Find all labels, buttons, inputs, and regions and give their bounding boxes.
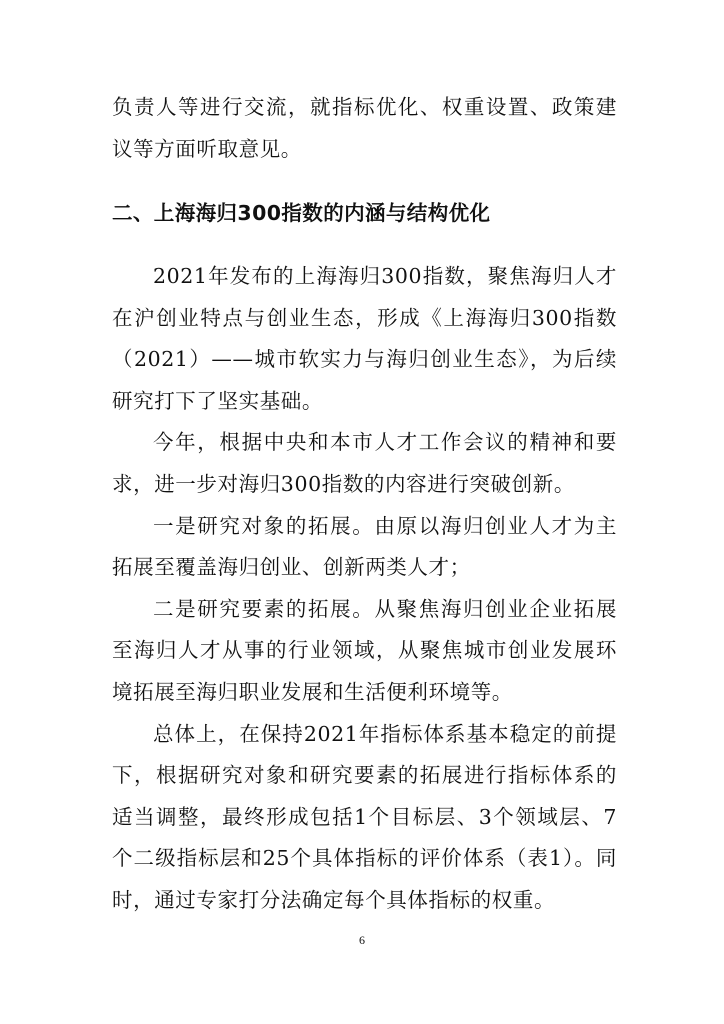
continuation-paragraph: 负责人等进行交流，就指标优化、权重设置、政策建议等方面听取意见。	[112, 95, 617, 161]
body-text	[112, 256, 617, 922]
body-paragraph-1: 2021年发布的上海海归300指数，聚焦海归人才在沪创业特点与创业生态，形成《上海海归300指数（2021）——城市软实力与海归创业生态》，为后续研究打下了坚实基础。	[112, 264, 617, 413]
body-paragraph-3: 一是研究对象的拓展。由原以海归创业人才为主拓展至覆盖海归创业、创新两类人才；	[112, 513, 617, 580]
body-paragraph-2: 今年，根据中央和本市人才工作会议的精神和要求，进一步对海归300指数的内容进行突破创新。	[112, 430, 617, 496]
page-number: 6	[359, 933, 365, 947]
body-paragraph-4: 二是研究要素的拓展。从聚焦海归创业企业拓展至海归人才从事的行业领域，从聚焦城市创业发展环境拓展至海归职业发展和生活便利环境等。	[112, 596, 617, 704]
section-heading: 二、上海海归300指数的内涵与结构优化	[112, 201, 491, 225]
continuation-block	[112, 87, 617, 170]
body-paragraph-5: 总体上，在保持2021年指标体系基本稳定的前提下，根据研究对象和研究要素的拓展进行指标体系的适当调整，最终形成包括1个目标层、3个领域层、7个二级指标层和25个具体指标的评价体系（表1）。同时，通过专家打分法确定每个具体指标的权重。	[112, 721, 617, 912]
